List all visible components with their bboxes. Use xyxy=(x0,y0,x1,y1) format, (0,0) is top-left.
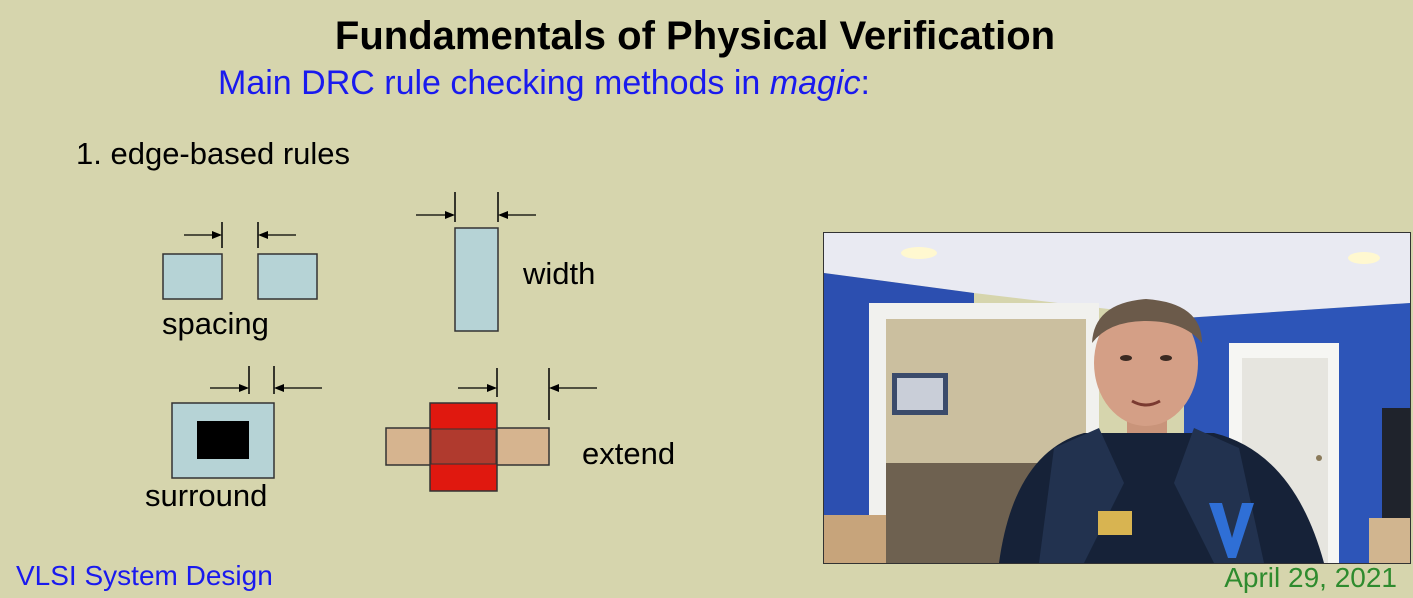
cardboard-box-left xyxy=(824,515,886,563)
surround-arrow-left-head xyxy=(239,384,249,392)
door-knob xyxy=(1316,455,1322,461)
presenter-right-eye xyxy=(1160,355,1172,361)
ceiling-light-right xyxy=(1348,252,1380,264)
subtitle-main: Main DRC rule checking methods in xyxy=(218,64,770,102)
surround-label: surround xyxy=(145,478,268,513)
width-box xyxy=(455,228,498,331)
spacing-box-right xyxy=(258,254,317,299)
surround-arrow-right-head xyxy=(274,384,284,392)
spacing-arrow-right-head xyxy=(258,231,268,239)
shirt-logo-badge xyxy=(1098,511,1132,535)
extend-overlap xyxy=(431,429,496,464)
subtitle-italic: magic xyxy=(769,64,861,102)
width-label: width xyxy=(523,256,596,291)
surround-diagram xyxy=(172,366,322,478)
extend-label: extend xyxy=(582,436,676,471)
slide-title: Fundamentals of Physical Verification xyxy=(334,14,1056,58)
ceiling-light-left xyxy=(901,247,937,259)
subtitle-end: : xyxy=(860,64,870,102)
picture-inner xyxy=(897,378,943,410)
spacing-box-left xyxy=(163,254,222,299)
footer-course-name: VLSI System Design xyxy=(16,560,273,591)
spacing-diagram xyxy=(163,222,317,299)
spacing-arrow-left-head xyxy=(212,231,222,239)
width-arrow-right-head xyxy=(498,211,508,219)
section-heading: 1. edge-based rules xyxy=(76,136,351,171)
extend-arrow-left-head xyxy=(487,384,497,392)
cardboard-box-right xyxy=(1369,518,1410,563)
width-arrow-left-head xyxy=(445,211,455,219)
footer-date: April 29, 2021 xyxy=(1224,562,1397,593)
presenter-video-feed xyxy=(823,232,1411,564)
extend-arrow-right-head xyxy=(549,384,559,392)
spacing-label: spacing xyxy=(162,306,269,341)
extend-diagram xyxy=(386,368,597,491)
width-diagram xyxy=(416,192,536,331)
presenter-left-eye xyxy=(1120,355,1132,361)
surround-inner-box xyxy=(197,421,249,459)
